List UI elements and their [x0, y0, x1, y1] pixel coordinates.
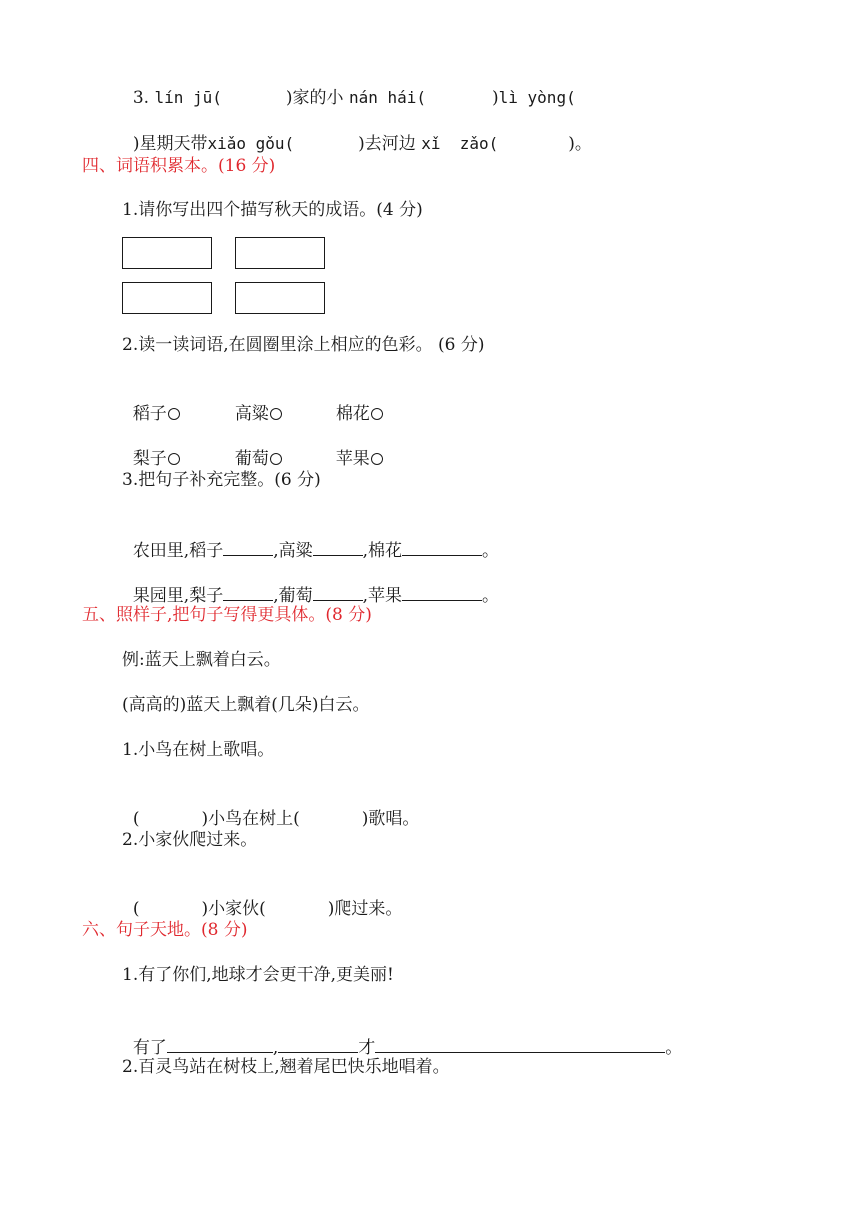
s4-q2: 2.读一读词语,在圆圈里涂上相应的色彩。 (6 分) — [122, 335, 485, 355]
circle-icon[interactable] — [270, 453, 282, 465]
s6-q2: 2.百灵鸟站在树枝上,翘着尾巴快乐地唱着。 — [122, 1057, 450, 1077]
text: 有了 — [132, 1038, 167, 1058]
circle-icon[interactable] — [371, 408, 383, 420]
text: )小家伙( — [201, 899, 266, 919]
fill-blank[interactable] — [313, 582, 363, 601]
text: 果园里,梨子 — [132, 586, 224, 606]
text: )。 — [568, 134, 592, 154]
text: 。 — [482, 541, 500, 561]
fill-blank[interactable] — [402, 582, 482, 601]
s5-q1: 1.小鸟在树上歌唱。 — [122, 740, 275, 760]
text: ( — [132, 809, 140, 829]
text: 。 — [482, 586, 500, 606]
text: )小鸟在树上( — [201, 809, 300, 829]
text: 农田里,稻子 — [132, 541, 224, 561]
s4-q3: 3.把句子补充完整。(6 分) — [122, 470, 321, 490]
color-item — [336, 447, 383, 471]
text: )去河边 — [358, 134, 416, 154]
pinyin-liyong: lì yòng( — [498, 88, 576, 107]
s6-q1: 1.有了你们,地球才会更干净,更美丽! — [122, 965, 394, 985]
word: 葡萄 — [234, 449, 269, 469]
word: 梨子 — [132, 449, 167, 469]
s4-q3-sentence-1 — [122, 513, 499, 563]
s5-q2-fill — [122, 873, 402, 921]
fill-blank[interactable] — [375, 1034, 665, 1053]
section-6-heading: 六、句子天地。(8 分) — [82, 920, 248, 940]
pinyin-line-2 — [122, 108, 592, 156]
fill-blank[interactable] — [278, 1034, 358, 1053]
text: ,高粱 — [273, 541, 313, 561]
s5-example-1: 例:蓝天上飘着白云。 — [122, 650, 281, 670]
circle-icon[interactable] — [168, 453, 180, 465]
s4-q3-sentence-2 — [122, 558, 499, 608]
circle-icon[interactable] — [371, 453, 383, 465]
fill-blank[interactable] — [167, 1034, 273, 1053]
text: )歌唱。 — [361, 809, 420, 829]
text: 才 — [358, 1038, 376, 1058]
word: 稻子 — [132, 404, 167, 424]
fill-blank[interactable] — [313, 537, 363, 556]
color-row-2 — [122, 423, 383, 471]
section-4-heading: 四、词语积累本。(16 分) — [82, 156, 276, 176]
text: , — [272, 1038, 279, 1058]
text: ,棉花 — [362, 541, 403, 561]
section-5-heading: 五、照样子,把句子写得更具体。(8 分) — [82, 605, 372, 625]
fill-blank[interactable] — [402, 537, 482, 556]
word: 高粱 — [234, 404, 269, 424]
pinyin-xizao: xǐ zǎo( — [421, 134, 499, 153]
s5-q1-fill — [122, 783, 419, 831]
s4-q1: 1.请你写出四个描写秋天的成语。(4 分) — [122, 200, 423, 220]
s6-q1-fill — [122, 1010, 682, 1060]
question-number: 3. — [132, 88, 150, 108]
text: )爬过来。 — [327, 899, 403, 919]
word: 棉花 — [335, 404, 370, 424]
pinyin-line-1 — [122, 62, 576, 110]
pinyin-linju: lín jū( — [154, 88, 222, 107]
idiom-box-3[interactable] — [122, 282, 212, 314]
text: )家的小 — [285, 88, 344, 108]
text: ( — [132, 899, 140, 919]
pinyin-xiaogou: xiǎo gǒu( — [207, 134, 295, 153]
text: ,苹果 — [362, 586, 403, 606]
text: ,葡萄 — [273, 586, 313, 606]
s5-q2: 2.小家伙爬过来。 — [122, 830, 258, 850]
idiom-box-4[interactable] — [235, 282, 325, 314]
pinyin-nanhai: nán hái( — [348, 88, 426, 107]
circle-icon[interactable] — [270, 408, 282, 420]
text: 。 — [665, 1038, 683, 1058]
fill-blank[interactable] — [223, 537, 273, 556]
s5-example-2: (高高的)蓝天上飘着(几朵)白云。 — [122, 695, 370, 715]
word: 苹果 — [335, 449, 370, 469]
text: ) — [492, 88, 499, 108]
color-row-1 — [122, 378, 383, 426]
circle-icon[interactable] — [168, 408, 180, 420]
idiom-box-2[interactable] — [235, 237, 325, 269]
text: )星期天带 — [132, 134, 208, 154]
fill-blank[interactable] — [223, 582, 273, 601]
idiom-box-1[interactable] — [122, 237, 212, 269]
